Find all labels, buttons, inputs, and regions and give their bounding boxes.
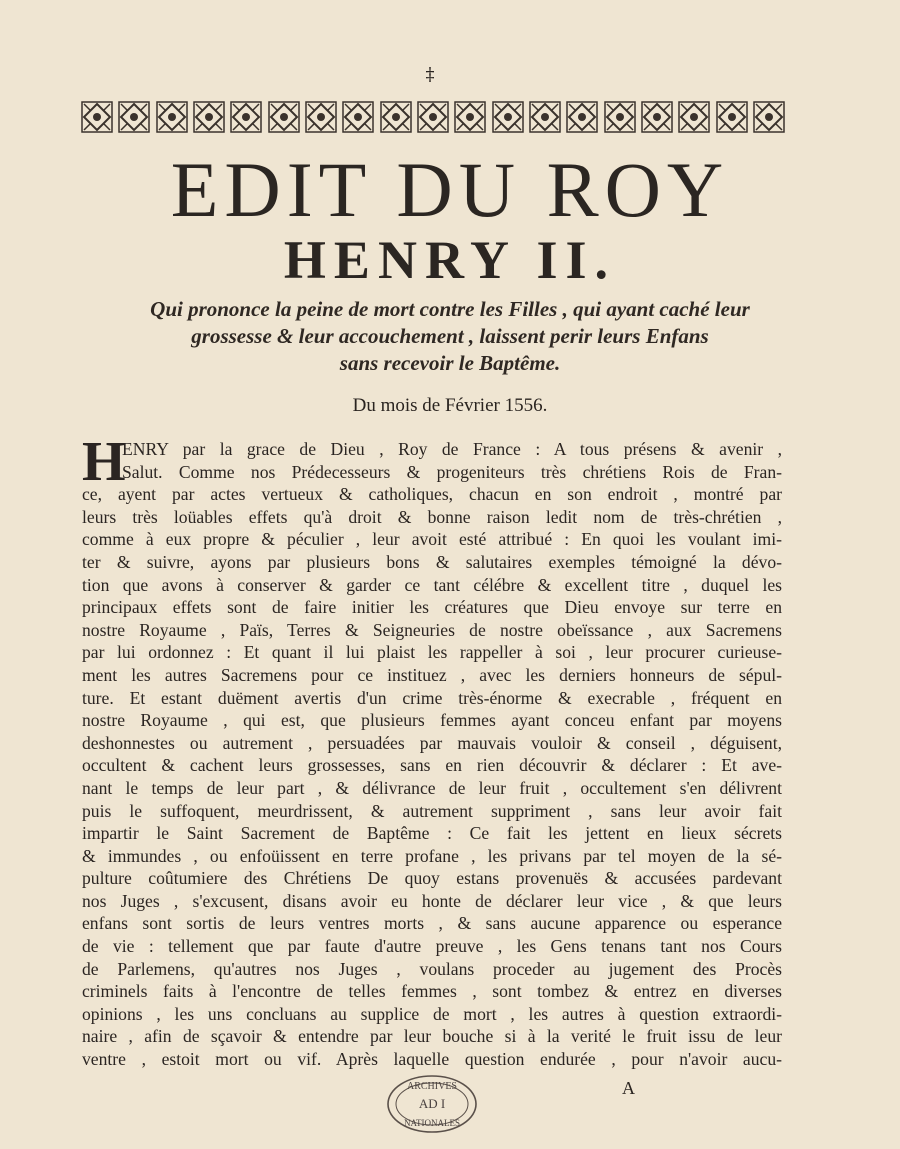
decorative-border-icon	[229, 100, 263, 134]
stamp-line: NATIONALES	[404, 1118, 460, 1128]
body-line: & immundes , ou enfoüissent en terre profane , les privans par tel moyen de la sé-	[82, 845, 782, 866]
title: EDIT DU ROY	[170, 146, 730, 233]
body-line: nant le temps de leur part , & délivrance de leur fruit , occultement s'en délivrent	[82, 777, 782, 798]
subtitle	[80, 296, 820, 377]
top-mark: ‡	[425, 64, 435, 85]
decorative-border-icon	[752, 100, 786, 134]
body-line: ENRY par la grace de Dieu , Roy de France : A tous présens & avenir ,	[122, 439, 782, 459]
body-line: ce, ayent par actes vertueux & catholiques, chacun en son endroit , montré par	[82, 484, 782, 505]
body-line: puis le suffoquent, meurdrissent, & autrement suppriment , sans leur avoir fait	[82, 800, 782, 821]
decorative-border-icon	[379, 100, 413, 134]
decorative-border-icon	[603, 100, 637, 134]
body-line: leurs très loüables effets qu'à droit & bonne raison ledit nom de très-chrétien ,	[82, 506, 782, 527]
decorative-border-icon	[304, 100, 338, 134]
body-text	[82, 431, 782, 1071]
body-line: occultent & cachent leurs grossesses, sans en rien découvrir & déclarer : Et ave-	[82, 755, 782, 776]
decorative-border-icon	[453, 100, 487, 134]
body-line: enfans sont sortis de leurs ventres morts , & sans aucune apparence ou esperance	[82, 913, 782, 934]
body-line: opinions , les uns concluans au supplice de mort , les autres à question extraordi-	[82, 1003, 782, 1024]
body-line: criminels faits à l'encontre de telles femmes , sont tombez & entrez en diverses	[82, 981, 782, 1002]
stamp-line: AD I	[418, 1096, 446, 1111]
decorative-border-icon	[267, 100, 301, 134]
body-line: ventre , estoit mort ou vif. Après laquelle question endurée , pour n'avoir aucu-	[82, 1049, 782, 1070]
body-line: naire , afin de sçavoir & entendre par leur bouche si à la verité le fruit issu de leur	[82, 1026, 782, 1047]
body-line: par lui ordonnez : Et quant il lui plaist les rappeller à soi , leur procurer curieuse-	[82, 642, 782, 663]
body-line: deshonnestes ou autrement , persuadées par mauvais vouloir & conseil , déguisent,	[82, 732, 782, 753]
decorative-border-icon	[117, 100, 151, 134]
body-line: de vie : tellement que par faute d'autre preuve , les Gens tenans tant nos Cours	[82, 936, 782, 957]
stamp-line: ARCHIVES	[406, 1081, 458, 1092]
body-line: tion que avons à conserver & garder ce tant célébre & excellent titre , duquel les	[82, 574, 782, 595]
body-line: pulture coûtumiere des Chrétiens De quoy estans provenuës & accusées pardevant	[82, 868, 782, 889]
decorative-border-icon	[565, 100, 599, 134]
body-line: nostre Royaume , qui est, que plusieurs femmes ayant conceu enfant par moyens	[82, 710, 782, 731]
decorative-border-icon	[80, 100, 114, 134]
date-line: Du mois de Février 1556.	[352, 395, 548, 416]
decorative-border-icon	[640, 100, 674, 134]
archives-stamp-icon	[384, 1072, 480, 1136]
decorative-border-icon	[341, 100, 375, 134]
body-line: comme à eux propre & péculier , leur avoit esté attribué : En quoi les voulant imi-	[82, 529, 782, 550]
body-line: principaux effets sont de faire initier les créatures que Dieu envoye sur terre en	[82, 597, 782, 618]
body-line: nostre Royaume , Païs, Terres & Seigneuries de nostre obeïssance , aux Sacremens	[82, 619, 782, 640]
body-line: ture. Et estant duëment avertis d'un crime très-énorme & execrable , fréquent en	[82, 687, 782, 708]
subtitle-line: Qui prononce la peine de mort contre les Filles , qui ayant caché leur	[150, 297, 750, 321]
body-line: impartir le Saint Sacrement de Baptême : Ce fait les jettent en lieux sécrets	[82, 823, 782, 844]
signature-mark: A	[622, 1078, 635, 1098]
decorative-border-icon	[416, 100, 450, 134]
drop-cap: H	[82, 431, 126, 493]
decorative-border-icon	[715, 100, 749, 134]
body-line: de Parlemens, qu'autres nos Juges , voulans proceder au jugement des Procès	[82, 958, 782, 979]
decorative-border-icon	[155, 100, 189, 134]
body-line: ter & suivre, ayons par plusieurs bons & salutaires exemples témoigné la dévo-	[82, 551, 782, 572]
title-sub: HENRY II.	[283, 230, 617, 290]
body-line: ment les autres Sacremens pour ce instituez , avec les derniers honneurs de sépul-	[82, 664, 782, 685]
ornamental-border	[80, 98, 786, 136]
body-line: nos Juges , s'excusent, disans avoir eu honte de déclarer leur vice , & que leurs	[82, 890, 782, 911]
decorative-border-icon	[528, 100, 562, 134]
body-line: Salut. Comme nos Prédecesseurs & progeniteurs très chrétiens Rois de Fran-	[122, 461, 782, 482]
subtitle-line: grossesse & leur accouchement , laissent perir leurs Enfans	[191, 324, 709, 348]
decorative-border-icon	[677, 100, 711, 134]
subtitle-line: sans recevoir le Baptême.	[339, 351, 561, 375]
decorative-border-icon	[192, 100, 226, 134]
decorative-border-icon	[491, 100, 525, 134]
